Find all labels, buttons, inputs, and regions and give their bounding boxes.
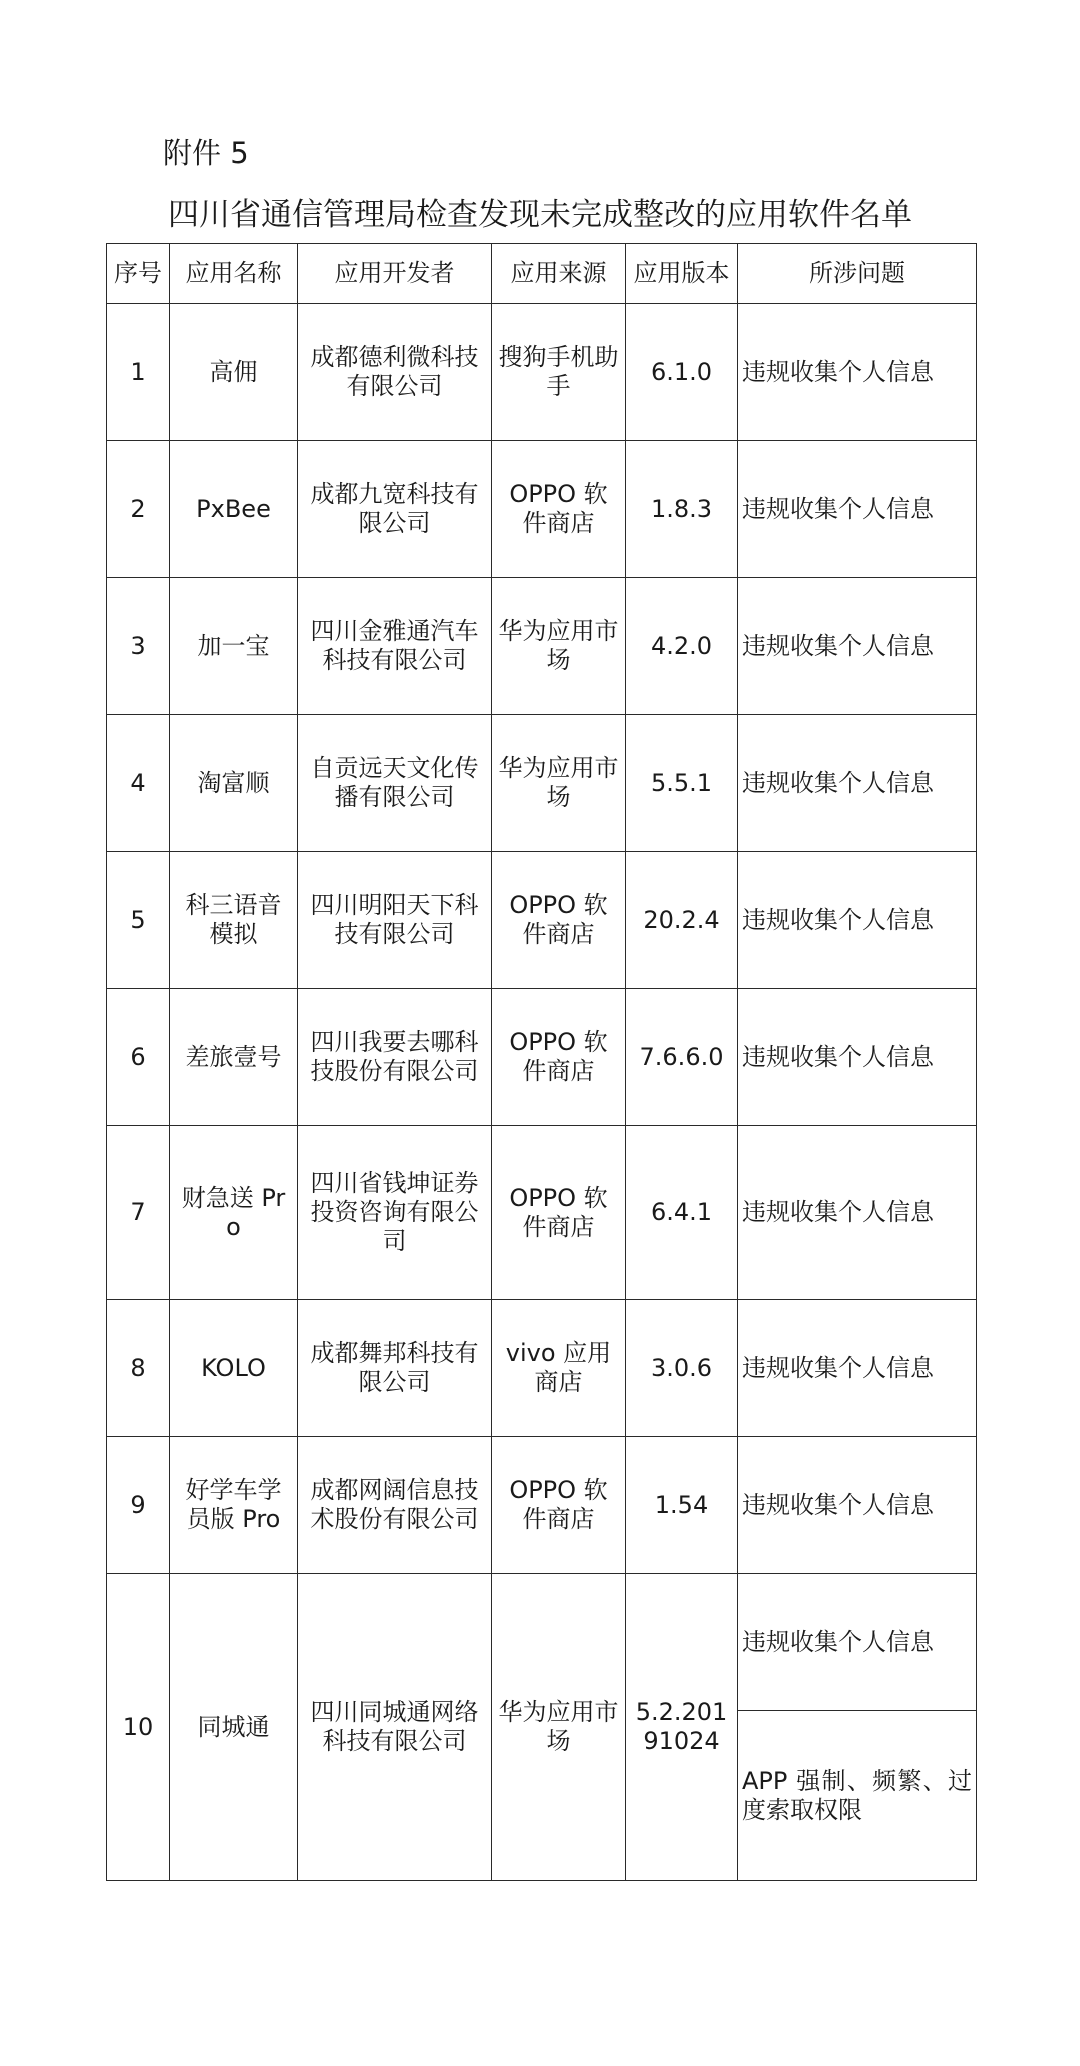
- cell-developer: 四川省钱坤证券投资咨询有限公司: [298, 1126, 492, 1300]
- cell-source: OPPO 软件商店: [492, 441, 626, 578]
- cell-developer: 四川同城通网络科技有限公司: [298, 1574, 492, 1881]
- cell-app-name: PxBee: [170, 441, 298, 578]
- cell-issue: 违规收集个人信息: [738, 1126, 977, 1300]
- cell-app-name: 好学车学员版 Pro: [170, 1437, 298, 1574]
- cell-issue: 违规收集个人信息: [738, 852, 977, 989]
- table-row: [107, 578, 977, 715]
- cell-version: 1.54: [626, 1437, 738, 1574]
- cell-app-name: 财急送 Pro: [170, 1126, 298, 1300]
- cell-index: 7: [107, 1126, 170, 1300]
- cell-version: 6.4.1: [626, 1126, 738, 1300]
- cell-developer: 自贡远天文化传播有限公司: [298, 715, 492, 852]
- cell-index: 9: [107, 1437, 170, 1574]
- cell-developer: 成都九宽科技有限公司: [298, 441, 492, 578]
- header-app-name: 应用名称: [170, 244, 298, 304]
- header-version: 应用版本: [626, 244, 738, 304]
- cell-developer: 成都舞邦科技有限公司: [298, 1300, 492, 1437]
- header-issue: 所涉问题: [738, 244, 977, 304]
- cell-source: 华为应用市场: [492, 1574, 626, 1881]
- cell-index: 6: [107, 989, 170, 1126]
- cell-source: 华为应用市场: [492, 715, 626, 852]
- table-row: [107, 1126, 977, 1300]
- cell-index: 10: [107, 1574, 170, 1881]
- cell-version: 3.0.6: [626, 1300, 738, 1437]
- cell-app-name: 淘富顺: [170, 715, 298, 852]
- cell-developer: 四川我要去哪科技股份有限公司: [298, 989, 492, 1126]
- cell-developer: 四川明阳天下科技有限公司: [298, 852, 492, 989]
- table-row: [107, 989, 977, 1126]
- cell-index: 8: [107, 1300, 170, 1437]
- cell-source: OPPO 软件商店: [492, 1437, 626, 1574]
- cell-issue: 违规收集个人信息: [738, 989, 977, 1126]
- cell-source: 华为应用市场: [492, 578, 626, 715]
- cell-version: 6.1.0: [626, 304, 738, 441]
- cell-app-name: 同城通: [170, 1574, 298, 1881]
- cell-app-name: 加一宝: [170, 578, 298, 715]
- cell-source: vivo 应用商店: [492, 1300, 626, 1437]
- cell-index: 4: [107, 715, 170, 852]
- header-source: 应用来源: [492, 244, 626, 304]
- cell-version: 20.2.4: [626, 852, 738, 989]
- cell-index: 1: [107, 304, 170, 441]
- table-row: [107, 304, 977, 441]
- table-row: [107, 715, 977, 852]
- cell-issue: 违规收集个人信息: [738, 304, 977, 441]
- cell-version: 5.2.20191024: [626, 1574, 738, 1881]
- attachment-label: 附件 5: [163, 136, 249, 170]
- cell-version: 5.5.1: [626, 715, 738, 852]
- document-title: 四川省通信管理局检查发现未完成整改的应用软件名单: [168, 197, 912, 233]
- cell-issue: 违规收集个人信息: [738, 1574, 977, 1711]
- cell-version: 7.6.6.0: [626, 989, 738, 1126]
- table-row: [107, 852, 977, 989]
- app-list-table: [106, 243, 977, 1881]
- header-developer: 应用开发者: [298, 244, 492, 304]
- cell-source: OPPO 软件商店: [492, 989, 626, 1126]
- cell-app-name: 高佣: [170, 304, 298, 441]
- table-row: [107, 1300, 977, 1437]
- cell-version: 4.2.0: [626, 578, 738, 715]
- header-index: 序号: [107, 244, 170, 304]
- cell-issue: 违规收集个人信息: [738, 715, 977, 852]
- cell-index: 3: [107, 578, 170, 715]
- cell-app-name: KOLO: [170, 1300, 298, 1437]
- cell-source: OPPO 软件商店: [492, 852, 626, 989]
- cell-version: 1.8.3: [626, 441, 738, 578]
- cell-developer: 成都网阔信息技术股份有限公司: [298, 1437, 492, 1574]
- cell-issue: 违规收集个人信息: [738, 441, 977, 578]
- cell-issue: 违规收集个人信息: [738, 1437, 977, 1574]
- table-row: [107, 1574, 977, 1711]
- cell-issue: 违规收集个人信息: [738, 578, 977, 715]
- cell-issue: APP 强制、频繁、过度索取权限: [738, 1711, 977, 1881]
- table-row: [107, 441, 977, 578]
- cell-source: OPPO 软件商店: [492, 1126, 626, 1300]
- cell-app-name: 差旅壹号: [170, 989, 298, 1126]
- cell-developer: 四川金雅通汽车科技有限公司: [298, 578, 492, 715]
- cell-app-name: 科三语音模拟: [170, 852, 298, 989]
- cell-source: 搜狗手机助手: [492, 304, 626, 441]
- cell-index: 5: [107, 852, 170, 989]
- cell-index: 2: [107, 441, 170, 578]
- cell-issue: 违规收集个人信息: [738, 1300, 977, 1437]
- table-header-row: [107, 244, 977, 304]
- table-row: [107, 1437, 977, 1574]
- cell-developer: 成都德利微科技有限公司: [298, 304, 492, 441]
